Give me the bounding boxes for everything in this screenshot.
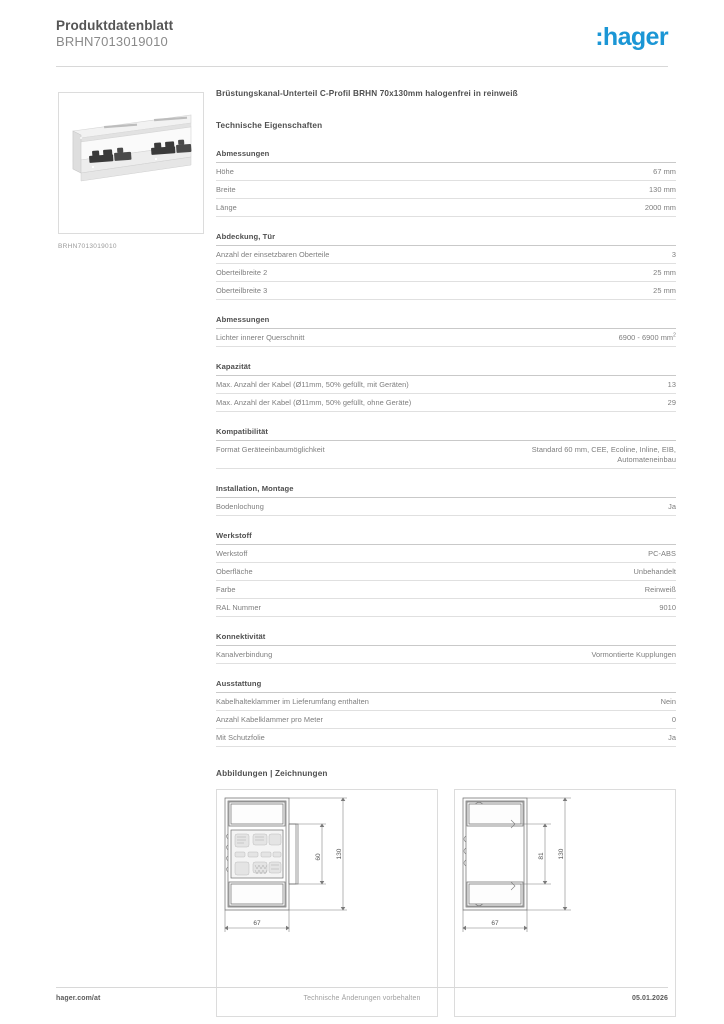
- table-row: [216, 498, 676, 516]
- spec-table: [216, 646, 676, 664]
- product-image-panel: [58, 92, 206, 250]
- spec-group-title: Installation, Montage: [216, 484, 676, 498]
- table-row: [216, 728, 676, 746]
- spec-value: Unbehandelt: [483, 562, 676, 580]
- spec-groups: [216, 149, 676, 747]
- spec-table: [216, 163, 676, 217]
- spec-label: Format Geräteeinbaumöglichkeit: [216, 441, 483, 468]
- table-row: [216, 562, 676, 580]
- spec-value: Reinweiß: [483, 580, 676, 598]
- spec-group-title: Abmessungen: [216, 315, 676, 329]
- spec-group: [216, 531, 676, 617]
- spec-label: Max. Anzahl der Kabel (Ø11mm, 50% gefüllt, ohne Geräte): [216, 394, 483, 412]
- spec-group: [216, 484, 676, 516]
- footer-website[interactable]: hager.com/at: [56, 995, 101, 1002]
- main-content: [216, 88, 676, 1017]
- spec-group-title: Ausstattung: [216, 679, 676, 693]
- table-row: [216, 163, 676, 181]
- spec-label: Kabelhalteklammer im Lieferumfang enthalten: [216, 693, 483, 711]
- drawing-profile-with-device-mounts: [216, 789, 438, 1017]
- spec-label: Anzahl Kabelklammer pro Meter: [216, 710, 483, 728]
- spec-label: Farbe: [216, 580, 483, 598]
- dim-width-1: 67: [253, 919, 261, 927]
- product-image-caption: BRHN7013019010: [58, 243, 117, 250]
- page-header: [56, 18, 668, 60]
- product-photo: [58, 92, 204, 234]
- footer-divider: [56, 987, 668, 988]
- spec-group-title: Abdeckung, Tür: [216, 232, 676, 246]
- spec-table: [216, 441, 676, 469]
- spec-value: 0: [483, 710, 676, 728]
- header-divider: [56, 66, 668, 67]
- spec-group: [216, 632, 676, 664]
- spec-group-title: Kapazität: [216, 362, 676, 376]
- spec-group-title: Kompatibilität: [216, 427, 676, 441]
- spec-label: Kanalverbindung: [216, 646, 483, 664]
- spec-value: 67 mm: [483, 163, 676, 181]
- table-row: [216, 181, 676, 199]
- table-row: [216, 441, 676, 468]
- footer-disclaimer: Technische Änderungen vorbehalten: [303, 995, 421, 1002]
- spec-value: Vormontierte Kupplungen: [483, 646, 676, 664]
- spec-label: Werkstoff: [216, 545, 483, 563]
- table-row: [216, 394, 676, 412]
- spec-value: PC-ABS: [483, 545, 676, 563]
- spec-label: Anzahl der einsetzbaren Oberteile: [216, 246, 483, 264]
- table-row: [216, 710, 676, 728]
- table-row: [216, 376, 676, 394]
- dim-width-2: 67: [491, 919, 499, 927]
- spec-value: 29: [483, 394, 676, 412]
- spec-group: [216, 362, 676, 412]
- drawing-profile-empty: [454, 789, 676, 1017]
- page-footer: [56, 995, 668, 1009]
- product-photo-graphic: [59, 93, 204, 234]
- spec-value: 2000 mm: [483, 199, 676, 217]
- dim-inner-height-1: 60: [315, 852, 322, 861]
- spec-value: 25 mm: [483, 282, 676, 300]
- drawing-2-graphic: [455, 790, 676, 1017]
- spec-label: Oberfläche: [216, 562, 483, 580]
- spec-label: Mit Schutzfolie: [216, 728, 483, 746]
- spec-value: Nein: [483, 693, 676, 711]
- technical-properties-heading: Technische Eigenschaften: [216, 121, 323, 130]
- spec-label: Bodenlochung: [216, 498, 483, 516]
- spec-table: [216, 498, 676, 516]
- spec-value: 3: [483, 246, 676, 264]
- spec-label: Max. Anzahl der Kabel (Ø11mm, 50% gefüllt, mit Geräten): [216, 376, 483, 394]
- spec-table: [216, 545, 676, 617]
- drawings-heading: Abbildungen | Zeichnungen: [216, 768, 328, 778]
- page-title: Produktdatenblatt: [56, 18, 174, 33]
- spec-value: 25 mm: [483, 264, 676, 282]
- spec-value: Standard 60 mm, CEE, Ecoline, Inline, EIB, Automateneinbau: [483, 441, 676, 468]
- spec-value: 6900 - 6900 $mm^2$: [483, 329, 676, 347]
- product-reference: BRHN7013019010: [56, 34, 168, 49]
- spec-label: Höhe: [216, 163, 483, 181]
- spec-group: [216, 315, 676, 347]
- spec-table: [216, 376, 676, 412]
- table-row: [216, 246, 676, 264]
- drawing-1-graphic: [217, 790, 438, 1017]
- spec-group-title: Werkstoff: [216, 531, 676, 545]
- table-row: [216, 598, 676, 616]
- spec-value: 130 mm: [483, 181, 676, 199]
- table-row: [216, 693, 676, 711]
- spec-label: Oberteilbreite 3: [216, 282, 483, 300]
- table-row: [216, 264, 676, 282]
- drawings-row: [216, 789, 676, 1017]
- spec-table: [216, 693, 676, 747]
- product-name: Brüstungskanal-Unterteil C-Profil BRHN 70x130mm halogenfrei in reinweiß: [216, 89, 518, 98]
- spec-group-title: Abmessungen: [216, 149, 676, 163]
- spec-label: Länge: [216, 199, 483, 217]
- table-row: [216, 646, 676, 664]
- spec-table: [216, 246, 676, 300]
- dim-inner-height-2: 81: [538, 851, 545, 860]
- spec-label: RAL Nummer: [216, 598, 483, 616]
- spec-group: [216, 427, 676, 469]
- footer-date: 05.01.2026: [631, 995, 668, 1002]
- table-row: [216, 329, 676, 347]
- table-row: [216, 580, 676, 598]
- dim-outer-height-2: 130: [558, 848, 565, 859]
- spec-label: Oberteilbreite 2: [216, 264, 483, 282]
- spec-group-title: Konnektivität: [216, 632, 676, 646]
- spec-group: [216, 679, 676, 747]
- spec-group: [216, 149, 676, 217]
- table-row: [216, 282, 676, 300]
- table-row: [216, 545, 676, 563]
- hager-logo: :hager: [595, 23, 668, 51]
- spec-value: 9010: [483, 598, 676, 616]
- spec-label: Lichter innerer Querschnitt: [216, 329, 483, 347]
- table-row: [216, 199, 676, 217]
- spec-value: Ja: [483, 728, 676, 746]
- spec-label: Breite: [216, 181, 483, 199]
- spec-value: Ja: [483, 498, 676, 516]
- dim-outer-height-1: 130: [336, 848, 343, 859]
- spec-table: [216, 329, 676, 347]
- spec-group: [216, 232, 676, 300]
- spec-value: 13: [483, 376, 676, 394]
